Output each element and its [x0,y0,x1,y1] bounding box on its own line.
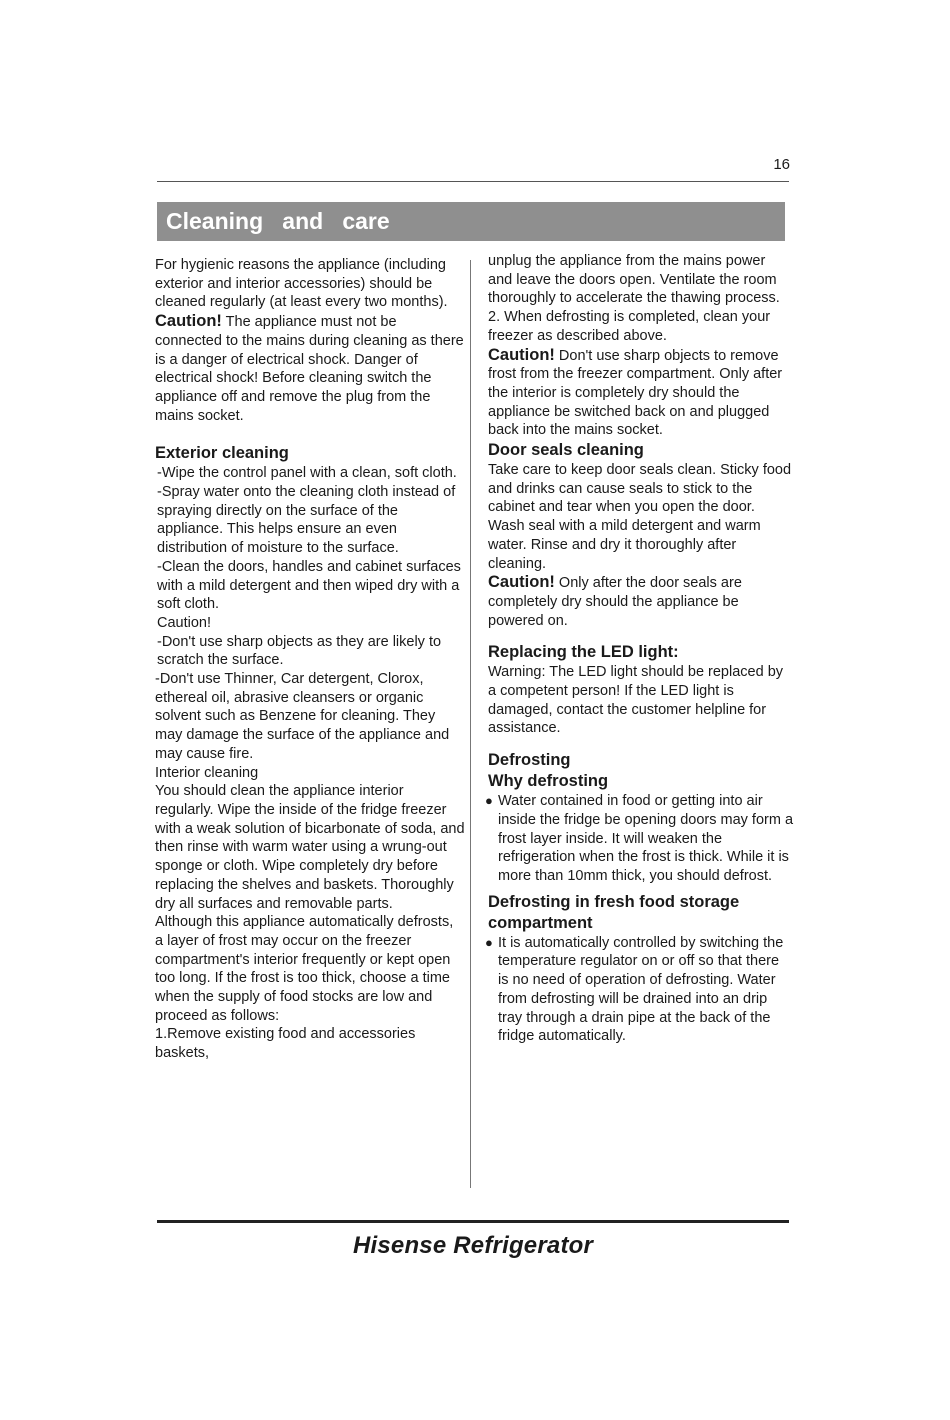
caution-text: Don't use sharp objects to remove frost from the freezer compartment. Only after the interior is completely dry should the appliance be switched back on and plugged back into the mains socket. [488,347,783,439]
bottom-rule [157,1220,789,1223]
exterior-item: Caution! [157,614,212,631]
interior-cleaning-text: You should clean the appliance interior regularly. Wipe the inside of the fridge freezer with a weak solution of bicarbonate of soda, and then rinse with warm water using a wrung-out sponge or cloth. Wipe completely dry before replacing the shelves and baskets. Thoroughly dry all surfaces and removable parts. [155,783,465,912]
exterior-item: -Spray water onto the cleaning cloth instead of spraying directly on the surface of the appliance. This helps ensure an even distribution of moisture to the surface. [157,484,456,557]
fresh-food-defrost-heading: Defrosting in fresh food storage compartment [488,892,740,932]
page-number: 16 [773,156,790,173]
right-column [485,252,794,1046]
exterior-item: -Wipe the control panel with a clean, soft cloth. [157,465,457,482]
door-seals-text: Take care to keep door seals clean. Sticky food and drinks can cause seals to stick to the cabinet and tear when you open the door. Wash seal with a mild detergent and warm water. Rinse and dry it thoroughly after cleaning. [488,462,792,572]
fresh-food-defrost-text: It is automatically controlled by switching the temperature regulator on or off so that there is no need of operation of defrosting. Water from defrosting will be drained into an drip tray through a drain pipe at the back of the fridge automatically. [498,934,784,1045]
step-1: 1.Remove existing food and accessories baskets, [155,1026,416,1062]
led-text: Warning: The LED light should be replaced by a competent person! If the LED light is damaged, contact the customer helpline for assistance. [488,664,784,737]
caution-label: Caution! [155,312,222,331]
section-title-bar [157,202,785,241]
brand-footer: Hisense Refrigerator [352,1232,594,1259]
defrosting-heading: Defrosting [488,751,571,770]
caution-label: Caution! [488,573,555,592]
why-defrosting-heading: Why defrosting [488,772,609,791]
caution-label: Caution! [488,345,555,364]
caution-paragraph-1 [155,312,465,425]
caution-paragraph-2 [488,346,793,441]
section-title: Cleaning and care [166,208,390,234]
why-defrosting-text: Water contained in food or getting into air inside the fridge be opening doors may form a frost layer inside. It will weaken the refrigeration when the frost is thick. While it is more than 10mm thick, you should defrost. [498,793,794,884]
caution-text: Only after the door seals are completely dry should the appliance be powered on. [488,575,742,629]
exterior-item: -Clean the doors, handles and cabinet surfaces with a mild detergent and then wiped dry with a soft cloth. [157,558,461,613]
door-seals-heading: Door seals cleaning [488,441,644,460]
top-rule [157,181,789,182]
fresh-food-defrost-item [485,934,793,1046]
bullet-icon: ● [485,934,493,950]
intro-paragraph: For hygienic reasons the appliance (including exterior and interior accessories) should be cleaned regularly (at least every two months). [155,257,448,311]
exterior-item: -Don't use sharp objects as they are likely to scratch the surface. [157,633,442,669]
exterior-cleaning-heading: Exterior cleaning [155,444,289,463]
thinner-warning: -Don't use Thinner, Car detergent, Clorox, ethereal oil, abrasive cleansers or organic solvent such as Benzene for cleaning. They may damage the surface of the appliance and may cause fire. [155,671,450,762]
bullet-icon: ● [485,793,493,809]
continued-paragraph: unplug the appliance from the mains power and leave the doors open. Ventilate the room thoroughly to accelerate the thawing process. [488,253,780,307]
step-2: 2. When defrosting is completed, clean your freezer as described above. [488,309,771,344]
caution-paragraph-3 [488,573,793,630]
interior-cleaning-label: Interior cleaning [155,764,259,781]
led-heading: Replacing the LED light: [488,643,679,662]
column-divider [470,260,471,1188]
frost-paragraph: Although this appliance automatically defrosts, a layer of frost may occur on the freezer compartment's interior frequently or kept open too long. If the frost is too thick, choose a time when the supply of food stocks are low and proceed as follows: [155,914,454,1024]
why-defrosting-item [485,792,794,886]
caution-text: The appliance must not be connected to the mains during cleaning as there is a danger of electrical shock. Danger of electrical shock! Before cleaning switch the appliance off and remove the plug from the mains socket. [155,314,464,424]
left-column [155,256,465,1063]
